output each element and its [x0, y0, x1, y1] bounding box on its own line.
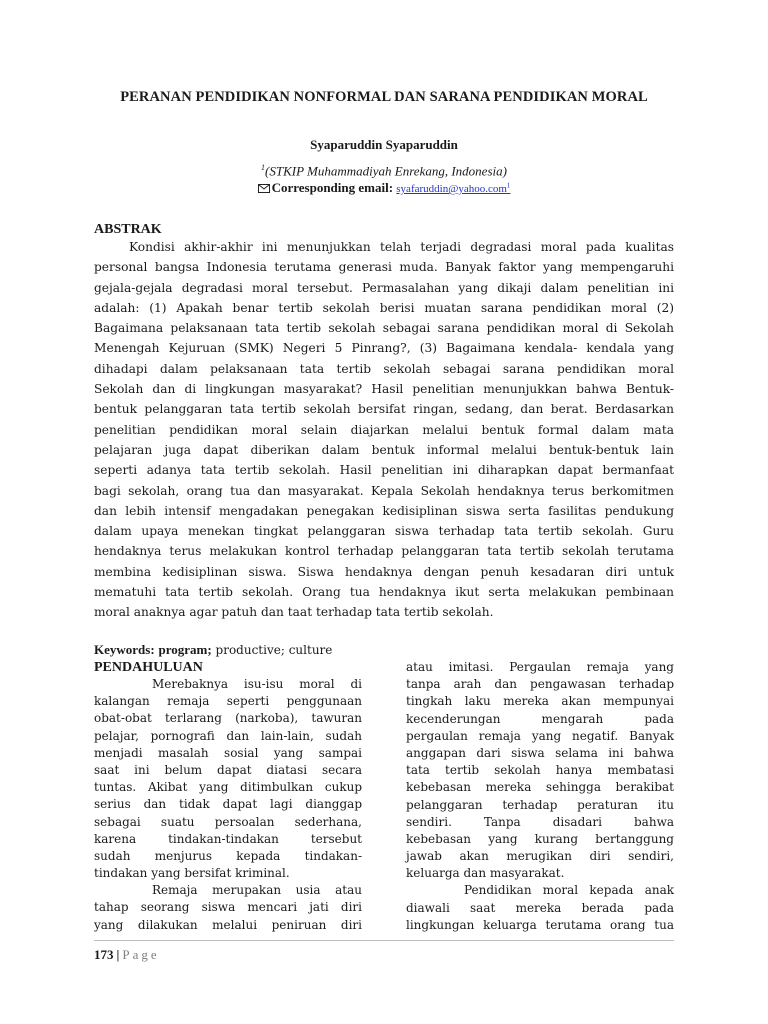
- abstract-line: hendaknya terus melakukan kontrol terhadap pelanggaran tata tertib sekolah terutama: [94, 544, 674, 559]
- column-line: pelanggaran terhadap peraturan itu: [406, 797, 674, 812]
- abstract-line: Kondisi akhir-akhir ini menunjukkan telah terjadi degradasi moral pada kualitas: [129, 240, 674, 254]
- affiliation-text: (STKIP Muhammadiyah Enrekang, Indonesia): [265, 163, 507, 179]
- abstract-line: adalah: (1) Apakah benar tertib sekolah berisi muatan sarana pendidikan moral (2): [94, 300, 674, 315]
- column-line: Pendidikan moral kepada anak: [464, 883, 674, 898]
- page-footer: [94, 947, 160, 963]
- column-line: karena tindakan-tindakan tersebut: [94, 831, 362, 846]
- column-line: menjadi masalah sosial yang sampai: [94, 745, 362, 760]
- abstract-line: gejala-gejala degradasi moral tersebut. Permasalahan yang dikaji dalam penelitian ini: [94, 280, 674, 295]
- author-name: Syaparuddin Syaparuddin: [310, 137, 458, 152]
- column-line: tindakan yang bersifat kriminal.: [94, 866, 290, 881]
- column-line: Remaja merupakan usia atau: [152, 883, 362, 898]
- correspondence-line: [0, 180, 768, 196]
- abstract-line: Sekolah dan di lingkungan masyarakat? Hasil penelitian menunjukkan bahwa Bentuk-: [94, 382, 674, 397]
- column-line: tahap seorang siswa mencari jati diri: [94, 900, 362, 915]
- column-line: tata tertib sekolah hanya membatasi: [406, 763, 674, 778]
- footer-divider: [94, 940, 674, 941]
- paper-title: PERANAN PENDIDIKAN NONFORMAL DAN SARANA PENDIDIKAN MORAL: [120, 89, 648, 105]
- affiliation: [0, 163, 768, 179]
- abstract-line: moral anaknya agar patuh dan taat terhadap tata tertib sekolah.: [94, 605, 494, 620]
- column-line: diawali saat mereka berada pada: [406, 900, 674, 915]
- abstract-line: seperti adanya tata tertib sekolah. Hasil penelitian ini diharapkan dapat bermanfaat: [94, 463, 674, 478]
- column-line: kecenderungan mengarah pada: [406, 711, 674, 726]
- right-column: [406, 659, 674, 934]
- abstract-line: Bagaimana pelaksanaan tata tertib sekolah sebagai sarana pendidikan moral di Sekolah: [94, 321, 674, 336]
- email-link[interactable]: [396, 183, 510, 195]
- correspondence-label: Corresponding email:: [271, 180, 394, 195]
- column-line: tuntas. Akibat yang ditimbulkan cukup: [94, 780, 362, 795]
- abstract-line: dalam upaya menekan tingkat pelanggaran siswa terhadap tata tertib sekolah. Guru: [94, 524, 674, 539]
- page-number: 173: [94, 947, 114, 962]
- abstract-line: pelajaran juga dapat diberikan dalam bentuk informal melalui bentuk-bentuk lain: [94, 442, 674, 457]
- column-line: kebebasan mereka sehingga berakibat: [406, 780, 674, 795]
- column-line: sudah menjurus kepada tindakan-: [94, 848, 362, 863]
- column-line: Merebaknya isu-isu moral di: [152, 677, 362, 691]
- abstract-body: [94, 237, 674, 623]
- column-line: sendiri. Tanpa disadari bahwa: [406, 814, 674, 829]
- abstract-line: dan lebih intensif mengadakan penegakan kedisiplinan siswa serta fasilitas pendukung: [94, 503, 674, 518]
- column-line: yang dilakukan melalui peniruan diri: [94, 917, 362, 932]
- abstract-line: Menengah Kejuruan (SMK) Negeri 5 Pinrang?, (3) Bagaimana kendala- kendala yang: [94, 341, 674, 356]
- column-line: pergaulan remaja yang negatif. Banyak: [406, 728, 674, 743]
- column-line: obat-obat terlarang (narkoba), tawuran: [94, 711, 362, 726]
- abstract-line: penelitian pendidikan moral selain diajarkan melalui bentuk formal dalam mata: [94, 422, 674, 437]
- abstract-line: personal bangsa Indonesia terutama generasi muda. Banyak faktor yang mempengaruhi: [94, 260, 674, 275]
- keywords-line: [94, 642, 332, 658]
- column-line: atau imitasi. Pergaulan remaja yang: [406, 660, 674, 674]
- abstract-line: bagi sekolah, orang tua dan masyarakat. Kepala Sekolah hendaknya terus berkomitmen: [94, 483, 674, 498]
- email-superscript: 1: [506, 181, 511, 190]
- column-line: saat ini belum dapat diatasi secara: [94, 762, 362, 777]
- column-line: serius dan tidak dapat lagi dianggap: [94, 797, 362, 812]
- page-label: Page: [122, 947, 160, 962]
- keywords-rest: productive; culture: [215, 643, 333, 657]
- keywords-label: Keywords:: [94, 642, 155, 657]
- abstract-heading: ABSTRAK: [94, 222, 162, 237]
- column-line: kebebasan yang kurang bertanggung: [406, 831, 674, 846]
- abstract-line: bentuk pelanggaran tata tertib sekolah bersifat ringan, sedang, dan berat. Berdasarkan: [94, 402, 674, 417]
- keyword-first: program;: [158, 642, 212, 657]
- column-line: tanpa arah dan pengawasan terhadap: [406, 677, 674, 692]
- column-line: kalangan remaja seperti penggunaan: [94, 694, 362, 709]
- column-line: keluarga dan masyarakat.: [406, 866, 565, 881]
- envelope-icon: [258, 184, 270, 193]
- footer-separator: |: [116, 947, 120, 962]
- abstract-line: membina kedisiplinan siswa. Siswa hendaknya dengan penuh kesadaran diri untuk: [94, 564, 674, 579]
- column-line: lingkungan keluarga terutama orang tua: [406, 917, 674, 932]
- left-column: [94, 676, 362, 934]
- abstract-line: mematuhi tata tertib sekolah. Orang tua hendaknya ikut serta melakukan pembinaan: [94, 585, 674, 600]
- affiliation-superscript: 1: [261, 163, 266, 172]
- email-address[interactable]: syafaruddin@yahoo.com: [396, 183, 507, 195]
- column-line: sebagai suatu persoalan sederhana,: [94, 814, 362, 829]
- column-line: pelajar, pornografi dan lain-lain, sudah: [94, 728, 362, 743]
- abstract-line: dihadapi dalam pelaksanaan tata tertib sekolah sebagai sarana pendidikan moral: [94, 361, 674, 376]
- section-heading: PENDAHULUAN: [94, 660, 203, 675]
- column-line: tingkah laku mereka akan mempunyai: [406, 694, 674, 709]
- column-line: anggapan dari siswa selama ini bahwa: [406, 745, 674, 760]
- column-line: jawab akan merugikan diri sendiri,: [406, 849, 674, 864]
